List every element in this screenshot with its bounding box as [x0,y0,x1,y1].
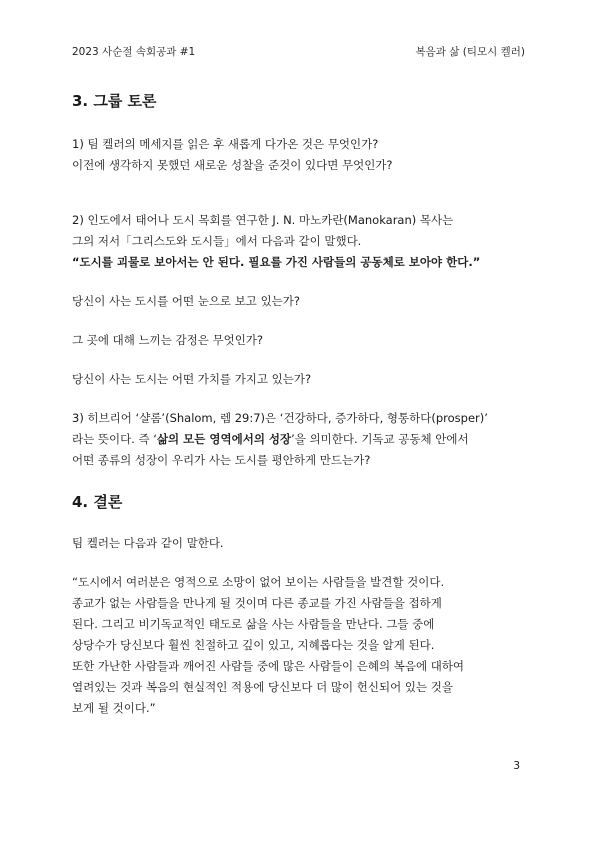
question-3-line-1: 3) 히브리어 ‘샬롬’(Shalom, 렘 29:7)은 ‘건강하다, 증가하다, 형통하다(prosper)’ [72,411,488,425]
conclusion-quote-line: 보게 될 것이다.” [72,701,156,715]
conclusion-quote-line: “도시에서 여러분은 영적으로 소망이 없어 보이는 사람들을 발견할 것이다. [72,575,445,589]
question-2-sub-b: 그 곳에 대해 느끼는 감정은 무엇인가? [72,333,264,347]
question-1-line-1: 1) 팀 켈러의 메세지를 읽은 후 새롭게 다가온 것은 무엇인가? [72,137,379,151]
conclusion-quote-line: 된다. 그리고 비기독교적인 태도로 삶을 사는 사람들을 만난다. 그들 중에 [72,617,435,631]
question-3-line-3: 어떤 종류의 성장이 우리가 사는 도시를 평안하게 만드는가? [72,453,371,467]
question-3-line-2-end: ’을 의미한다. 기독교 공동체 안에서 [291,432,469,446]
question-1-line-2: 이전에 생각하지 못했던 새로운 성찰을 준것이 있다면 무엇인가? [72,158,393,172]
question-3-emphasis: 삶의 모든 영역에서의 성장 [156,432,292,446]
page-number: 3 [513,760,520,772]
page-content [72,90,532,719]
section-4-heading: 4. 결론 [72,493,123,511]
question-2-line-1: 2) 인도에서 태어나 도시 목회를 연구한 J. N. 마노카란(Manokaran) 목사는 [72,213,454,227]
question-2-sub-c: 당신이 사는 도시는 어떤 가치를 가지고 있는가? [72,372,312,386]
question-3-line-2-start: 라는 뜻이다. 즉 ‘ [72,432,157,446]
conclusion-quote-line: 또한 가난한 사람들과 깨어진 사람들 중에 많은 사람들이 은혜의 복음에 대하여 [72,659,465,673]
question-3-line-2 [72,429,532,450]
question-2-line-2: 그의 저서「그리스도와 도시들」에서 다음과 같이 말했다. [72,234,362,248]
question-2-sub-a: 당신이 사는 도시를 어떤 눈으로 보고 있는가? [72,294,300,308]
conclusion-quote-line: 종교가 없는 사람들을 만나게 될 것이며 다른 종교를 가진 사람들을 접하게 [72,596,442,610]
header-left: 2023 사순절 속회공과 #1 [72,46,196,58]
section-3-heading: 3. 그룹 토론 [72,92,157,110]
question-2-quote: “도시를 괴물로 보아서는 안 된다. 필요를 가진 사람들의 공동체로 보아야 한다.” [72,255,481,269]
header-right: 복음과 삶 (티모시 켈러) [415,46,525,58]
conclusion-quote-line: 열려있는 것과 복음의 현실적인 적용에 당신보다 더 많이 헌신되어 있는 것을 [72,680,453,694]
conclusion-intro: 팀 켈러는 다음과 같이 말한다. [72,536,224,550]
conclusion-quote-line: 상당수가 당신보다 훨씬 친절하고 깊이 있고, 지혜롭다는 것을 알게 된다. [72,638,435,652]
